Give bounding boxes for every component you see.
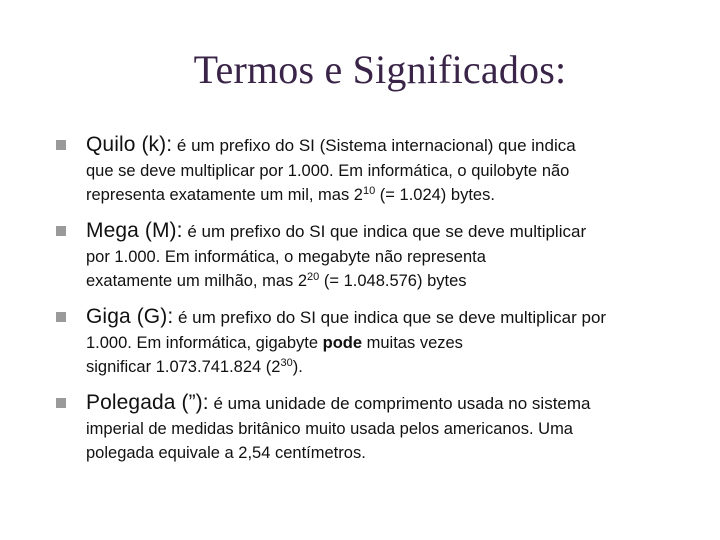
definition-text: é um prefixo do SI (Sistema internacional) que indica xyxy=(176,136,576,155)
definition-text: (= 1.048.576) bytes xyxy=(319,272,467,290)
bullet-first-line xyxy=(86,218,704,245)
bullet-list xyxy=(56,132,704,476)
bullet-first-line xyxy=(86,390,704,417)
exponent: 30 xyxy=(280,357,293,369)
definition-text: é um prefixo do SI que indica que se deve multiplicar por xyxy=(177,308,607,327)
exponent: 10 xyxy=(362,185,376,197)
definition-text: ). xyxy=(292,358,303,376)
term-label: Polegada (”): xyxy=(86,391,209,414)
definition-line: por 1.000. Em informática, o megabyte não representa xyxy=(86,248,486,266)
term-label: Giga (G): xyxy=(86,305,174,328)
bullet-first-line xyxy=(86,132,704,159)
bullet-item-quilo xyxy=(56,132,704,207)
square-bullet-icon xyxy=(56,398,66,408)
definition-text: (= 1.024) bytes. xyxy=(375,186,495,204)
bullet-item-polegada xyxy=(56,390,704,465)
bullet-item-mega xyxy=(56,218,704,293)
square-bullet-icon xyxy=(56,140,66,150)
definition-text: 1.000. Em informática, gigabyte xyxy=(86,334,323,352)
square-bullet-icon xyxy=(56,226,66,236)
bullet-item-giga xyxy=(56,304,704,379)
term-label: Quilo (k): xyxy=(86,133,173,156)
bullet-first-line xyxy=(86,304,704,331)
definition-text: representa exatamente um mil, mas 2 xyxy=(86,186,363,204)
definition-line: que se deve multiplicar por 1.000. Em informática, o quilobyte não xyxy=(86,162,570,180)
emphasis-text: pode xyxy=(322,334,363,352)
exponent: 20 xyxy=(307,271,320,283)
definition-line xyxy=(86,355,704,379)
definition-line xyxy=(86,331,704,355)
definition-text: é uma unidade de comprimento usada no sistema xyxy=(213,394,591,413)
definition-text: exatamente um milhão, mas 2 xyxy=(86,272,308,290)
definition-line xyxy=(86,269,704,293)
square-bullet-icon xyxy=(56,312,66,322)
definition-line xyxy=(86,183,704,207)
term-label: Mega (M): xyxy=(86,219,183,242)
definition-line: imperial de medidas britânico muito usada pelos americanos. Uma xyxy=(86,420,573,438)
definition-text: é um prefixo do SI que indica que se deve multiplicar xyxy=(187,222,587,241)
definition-text: muitas vezes xyxy=(362,334,463,352)
slide-title: Termos e Significados: xyxy=(193,47,567,92)
definition-text: significar 1.073.741.824 (2 xyxy=(86,358,281,376)
definition-line: polegada equivale a 2,54 centímetros. xyxy=(86,444,366,462)
